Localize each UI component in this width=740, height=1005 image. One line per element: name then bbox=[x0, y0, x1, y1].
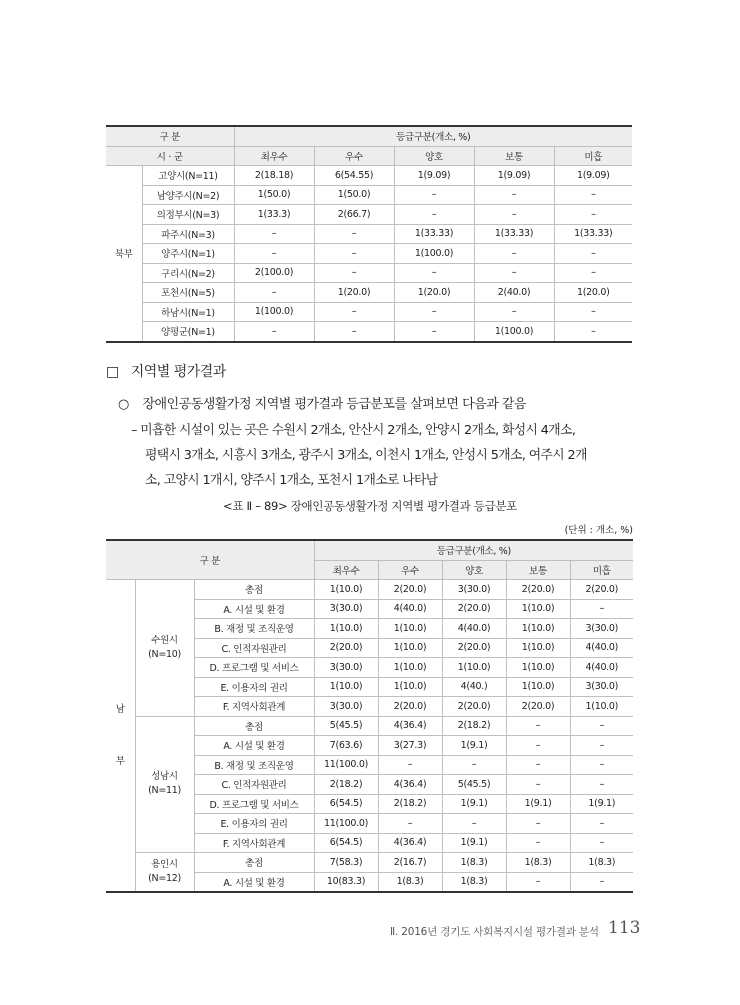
value-cell: 4(36.4) bbox=[378, 775, 442, 795]
value-cell: 2(20.0) bbox=[506, 697, 570, 717]
city-cell: 양주시(N=1) bbox=[142, 244, 234, 264]
value-cell: – bbox=[570, 814, 633, 834]
value-cell: – bbox=[234, 224, 314, 244]
city-cell: 하남시(N=1) bbox=[142, 302, 234, 322]
value-cell: 4(40.0) bbox=[570, 638, 633, 658]
bullet-item bbox=[118, 393, 526, 412]
value-cell: 2(18.18) bbox=[234, 166, 314, 186]
value-cell: – bbox=[234, 322, 314, 342]
value-cell: 3(30.0) bbox=[314, 658, 378, 678]
value-cell: 1(10.0) bbox=[506, 619, 570, 639]
value-cell: 1(10.0) bbox=[442, 658, 506, 678]
circle-bullet-icon: ○ bbox=[118, 397, 129, 412]
value-cell: 5(45.5) bbox=[314, 716, 378, 736]
value-cell: 6(54.5) bbox=[314, 794, 378, 814]
value-cell: 2(20.0) bbox=[442, 599, 506, 619]
item-cell: C. 인적자원관리 bbox=[194, 775, 314, 795]
value-cell: – bbox=[554, 263, 632, 283]
value-cell: 1(9.09) bbox=[474, 166, 554, 186]
table-row bbox=[106, 580, 633, 600]
value-cell: 1(33.33) bbox=[474, 224, 554, 244]
city-cell: 성남시 (N=11) bbox=[135, 716, 194, 853]
value-cell: 1(50.0) bbox=[314, 185, 394, 205]
unit-note: (단위 : 개소, %) bbox=[564, 525, 633, 536]
value-cell: 1(20.0) bbox=[314, 283, 394, 303]
section-title: 지역별 평가결과 bbox=[130, 364, 226, 380]
table-row bbox=[106, 166, 632, 186]
value-cell: 4(40.) bbox=[442, 677, 506, 697]
item-cell: C. 인적자원관리 bbox=[194, 638, 314, 658]
value-cell: – bbox=[570, 736, 633, 756]
item-cell: B. 재정 및 조직운영 bbox=[194, 755, 314, 775]
value-cell: – bbox=[474, 185, 554, 205]
value-cell: – bbox=[554, 302, 632, 322]
value-cell: 1(10.0) bbox=[314, 677, 378, 697]
value-cell: 1(100.0) bbox=[234, 302, 314, 322]
value-cell: 2(20.0) bbox=[506, 580, 570, 600]
value-cell: 4(36.4) bbox=[378, 833, 442, 853]
value-cell: 1(8.3) bbox=[442, 872, 506, 892]
value-cell: – bbox=[570, 775, 633, 795]
value-cell: 1(10.0) bbox=[378, 658, 442, 678]
value-cell: – bbox=[314, 263, 394, 283]
paragraph-line: 평택시 3개소, 시흥시 3개소, 광주시 3개소, 이천시 1개소, 안성시 5개소, 여주시 2개 bbox=[145, 448, 587, 463]
page-footer: Ⅱ. 2016년 경기도 사회복지시설 평가결과 분석 bbox=[390, 926, 599, 938]
value-cell: 1(10.0) bbox=[314, 580, 378, 600]
value-cell: 2(16.7) bbox=[378, 853, 442, 873]
header-grade: 보통 bbox=[474, 146, 554, 166]
item-cell: F. 지역사회관계 bbox=[194, 697, 314, 717]
value-cell: 3(30.0) bbox=[570, 619, 633, 639]
header-grade: 보통 bbox=[506, 560, 570, 580]
header-grade: 양호 bbox=[394, 146, 474, 166]
value-cell: – bbox=[506, 755, 570, 775]
header-grade-group: 등급구분(개소, %) bbox=[314, 540, 633, 560]
table-row bbox=[106, 224, 632, 244]
region-label: 북부 bbox=[106, 166, 142, 342]
value-cell: 1(10.0) bbox=[506, 599, 570, 619]
value-cell: 1(10.0) bbox=[506, 677, 570, 697]
value-cell: – bbox=[394, 185, 474, 205]
value-cell: – bbox=[474, 263, 554, 283]
value-cell: 2(20.0) bbox=[442, 638, 506, 658]
value-cell: 1(10.0) bbox=[506, 638, 570, 658]
item-cell: A. 시설 및 환경 bbox=[194, 599, 314, 619]
bullet-text: 장애인공동생활가정 지역별 평가결과 등급분포를 살펴보면 다음과 같음 bbox=[142, 397, 527, 412]
city-cell: 의정부시(N=3) bbox=[142, 205, 234, 225]
value-cell: 2(20.0) bbox=[378, 580, 442, 600]
header-grade-group: 등급구분(개소, %) bbox=[234, 126, 632, 146]
header-grade: 우수 bbox=[314, 146, 394, 166]
value-cell: – bbox=[394, 205, 474, 225]
header-category: 구 분 bbox=[106, 126, 234, 146]
value-cell: – bbox=[234, 283, 314, 303]
city-cell: 파주시(N=3) bbox=[142, 224, 234, 244]
header-grade: 미흡 bbox=[554, 146, 632, 166]
value-cell: 3(30.0) bbox=[314, 697, 378, 717]
value-cell: 11(100.0) bbox=[314, 755, 378, 775]
value-cell: 1(9.1) bbox=[442, 833, 506, 853]
value-cell: 3(30.0) bbox=[442, 580, 506, 600]
value-cell: – bbox=[554, 185, 632, 205]
city-cell: 수원시 (N=10) bbox=[135, 580, 194, 717]
value-cell: 1(9.1) bbox=[506, 794, 570, 814]
value-cell: – bbox=[506, 814, 570, 834]
value-cell: – bbox=[554, 205, 632, 225]
header-grade: 최우수 bbox=[314, 560, 378, 580]
value-cell: 4(40.0) bbox=[570, 658, 633, 678]
value-cell: 1(10.0) bbox=[378, 677, 442, 697]
value-cell: 1(10.0) bbox=[314, 619, 378, 639]
value-cell: – bbox=[314, 224, 394, 244]
value-cell: – bbox=[314, 302, 394, 322]
city-cell: 용인시 (N=12) bbox=[135, 853, 194, 893]
table-subheader-row bbox=[106, 146, 632, 166]
value-cell: 1(20.0) bbox=[394, 283, 474, 303]
value-cell: – bbox=[442, 814, 506, 834]
value-cell: 7(58.3) bbox=[314, 853, 378, 873]
value-cell: – bbox=[474, 205, 554, 225]
value-cell: 1(33.3) bbox=[234, 205, 314, 225]
value-cell: – bbox=[378, 814, 442, 834]
item-cell: A. 시설 및 환경 bbox=[194, 736, 314, 756]
item-cell: A. 시설 및 환경 bbox=[194, 872, 314, 892]
value-cell: – bbox=[378, 755, 442, 775]
value-cell: 1(100.0) bbox=[394, 244, 474, 264]
value-cell: 1(10.0) bbox=[378, 638, 442, 658]
value-cell: 1(33.33) bbox=[554, 224, 632, 244]
value-cell: 1(50.0) bbox=[234, 185, 314, 205]
item-cell: 총점 bbox=[194, 853, 314, 873]
value-cell: – bbox=[506, 716, 570, 736]
value-cell: – bbox=[234, 244, 314, 264]
value-cell: 3(30.0) bbox=[314, 599, 378, 619]
value-cell: 1(8.3) bbox=[442, 853, 506, 873]
table-row bbox=[106, 302, 632, 322]
header-grade: 우수 bbox=[378, 560, 442, 580]
value-cell: 10(83.3) bbox=[314, 872, 378, 892]
table-row bbox=[106, 853, 633, 873]
item-cell: D. 프로그램 및 서비스 bbox=[194, 658, 314, 678]
item-cell: D. 프로그램 및 서비스 bbox=[194, 794, 314, 814]
city-cell: 구리시(N=2) bbox=[142, 263, 234, 283]
value-cell: 3(27.3) bbox=[378, 736, 442, 756]
value-cell: 4(40.0) bbox=[378, 599, 442, 619]
value-cell: 2(20.0) bbox=[314, 638, 378, 658]
value-cell: – bbox=[570, 755, 633, 775]
item-cell: B. 재정 및 조직운영 bbox=[194, 619, 314, 639]
value-cell: – bbox=[570, 833, 633, 853]
value-cell: 4(36.4) bbox=[378, 716, 442, 736]
value-cell: 2(18.2) bbox=[442, 716, 506, 736]
header-category: 구 분 bbox=[106, 540, 314, 580]
value-cell: 1(33.33) bbox=[394, 224, 474, 244]
value-cell: – bbox=[554, 244, 632, 264]
value-cell: 2(18.2) bbox=[314, 775, 378, 795]
paragraph-line: 소, 고양시 1개시, 양주시 1개소, 포천시 1개소로 나타남 bbox=[145, 473, 438, 488]
city-cell: 양평군(N=1) bbox=[142, 322, 234, 342]
value-cell: 2(66.7) bbox=[314, 205, 394, 225]
value-cell: 2(20.0) bbox=[378, 697, 442, 717]
table-row bbox=[106, 716, 633, 736]
value-cell: 1(8.3) bbox=[570, 853, 633, 873]
value-cell: 1(10.0) bbox=[378, 619, 442, 639]
value-cell: 4(40.0) bbox=[442, 619, 506, 639]
table-row bbox=[106, 263, 632, 283]
table-row bbox=[106, 244, 632, 264]
city-cell: 고양시(N=11) bbox=[142, 166, 234, 186]
value-cell: 2(18.2) bbox=[378, 794, 442, 814]
table-row bbox=[106, 205, 632, 225]
value-cell: – bbox=[474, 302, 554, 322]
header-grade: 최우수 bbox=[234, 146, 314, 166]
value-cell: 2(20.0) bbox=[442, 697, 506, 717]
value-cell: – bbox=[314, 322, 394, 342]
value-cell: – bbox=[570, 599, 633, 619]
value-cell: 1(9.09) bbox=[394, 166, 474, 186]
region-label: 남 부 bbox=[106, 580, 135, 893]
value-cell: 1(20.0) bbox=[554, 283, 632, 303]
value-cell: – bbox=[554, 322, 632, 342]
value-cell: – bbox=[394, 263, 474, 283]
item-cell: 총점 bbox=[194, 716, 314, 736]
header-grade: 양호 bbox=[442, 560, 506, 580]
table-row bbox=[106, 283, 632, 303]
section-box-icon: □ bbox=[106, 364, 119, 380]
value-cell: – bbox=[506, 833, 570, 853]
value-cell: 2(100.0) bbox=[234, 263, 314, 283]
value-cell: 1(10.0) bbox=[506, 658, 570, 678]
city-cell: 포천시(N=5) bbox=[142, 283, 234, 303]
header-grade: 미흡 bbox=[570, 560, 633, 580]
value-cell: 6(54.5) bbox=[314, 833, 378, 853]
item-cell: 총점 bbox=[194, 580, 314, 600]
grade-table-south bbox=[106, 539, 633, 893]
value-cell: 1(9.1) bbox=[442, 794, 506, 814]
value-cell: 1(9.1) bbox=[442, 736, 506, 756]
section-heading bbox=[106, 361, 226, 381]
value-cell: 1(8.3) bbox=[506, 853, 570, 873]
value-cell: – bbox=[506, 775, 570, 795]
value-cell: 2(20.0) bbox=[570, 580, 633, 600]
table-row bbox=[106, 185, 632, 205]
item-cell: E. 이용자의 권리 bbox=[194, 677, 314, 697]
value-cell: – bbox=[474, 244, 554, 264]
table-header-row bbox=[106, 540, 633, 560]
paragraph-line: – 미흡한 시설이 있는 곳은 수원시 2개소, 안산시 2개소, 안양시 2개소, 화성시 4개소, bbox=[131, 423, 576, 438]
value-cell: – bbox=[570, 716, 633, 736]
table-header-row bbox=[106, 126, 632, 146]
grade-table-north bbox=[106, 125, 632, 343]
value-cell: 6(54.55) bbox=[314, 166, 394, 186]
value-cell: – bbox=[442, 755, 506, 775]
value-cell: – bbox=[506, 872, 570, 892]
table-caption: <표 Ⅱ – 89> 장애인공동생활가정 지역별 평가결과 등급분포 bbox=[223, 499, 517, 513]
value-cell: 1(8.3) bbox=[378, 872, 442, 892]
value-cell: 5(45.5) bbox=[442, 775, 506, 795]
table-row bbox=[106, 322, 632, 342]
summary-paragraph bbox=[131, 418, 641, 493]
item-cell: F. 지역사회관계 bbox=[194, 833, 314, 853]
value-cell: 3(30.0) bbox=[570, 677, 633, 697]
value-cell: – bbox=[570, 872, 633, 892]
value-cell: 1(100.0) bbox=[474, 322, 554, 342]
value-cell: 1(9.1) bbox=[570, 794, 633, 814]
value-cell: 1(9.09) bbox=[554, 166, 632, 186]
city-cell: 남양주시(N=2) bbox=[142, 185, 234, 205]
page-number: 113 bbox=[608, 918, 641, 938]
value-cell: 2(40.0) bbox=[474, 283, 554, 303]
header-city: 시 · 군 bbox=[106, 146, 234, 166]
value-cell: – bbox=[506, 736, 570, 756]
value-cell: 7(63.6) bbox=[314, 736, 378, 756]
value-cell: – bbox=[394, 322, 474, 342]
item-cell: E. 이용자의 권리 bbox=[194, 814, 314, 834]
value-cell: 1(10.0) bbox=[570, 697, 633, 717]
value-cell: – bbox=[394, 302, 474, 322]
value-cell: 11(100.0) bbox=[314, 814, 378, 834]
value-cell: – bbox=[314, 244, 394, 264]
